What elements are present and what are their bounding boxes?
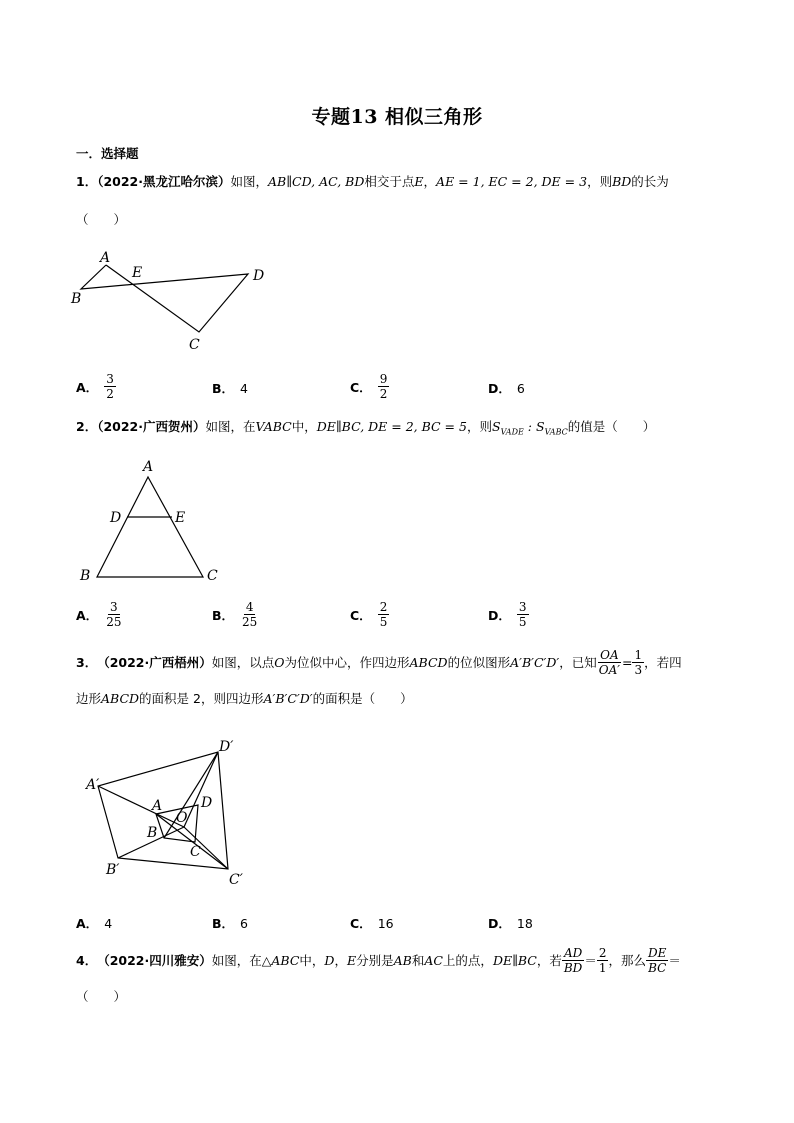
question-3-stem: 3． （2022·广西梧州） 如图，以点 O 为位似中心，作四边形 ABCD 的位似图形 A′B′C′D′ ，已知 $\frac{OA}{OA'}$ = $\frac{1}{3}$ ，若四: [76, 648, 682, 677]
q1-option-d[interactable]: D． 6: [488, 380, 525, 396]
q2-label-d: D: [110, 510, 122, 526]
q3-label-a: A: [152, 798, 163, 814]
q3-label-d: D: [201, 795, 213, 811]
q2-label-e: E: [175, 510, 186, 526]
q3-label-b: B: [147, 825, 158, 841]
q2-option-a[interactable]: A． $\frac{3}{25}$: [76, 600, 122, 629]
question-1-answer-paren: （ ）: [76, 212, 127, 227]
q3-label-c: C: [190, 844, 201, 860]
q2-option-d[interactable]: D． $\frac{3}{5}$: [488, 600, 527, 629]
q3-option-a[interactable]: A． 4: [76, 915, 113, 931]
q1-option-b[interactable]: B． 4: [212, 380, 248, 396]
question-1-stem: 1．（2022·黑龙江哈尔滨）如图，AB∥CD, AC, BD相交于点E，AE = 1, EC = 2, DE = 3，则BD的长为: [76, 174, 669, 189]
q3-option-b[interactable]: B． 6: [212, 915, 248, 931]
q2-option-b[interactable]: B． $\frac{4}{25}$: [212, 600, 258, 629]
q2-option-c[interactable]: C． $\frac{2}{5}$: [350, 600, 388, 629]
q3-label-c-prime: C′: [229, 872, 243, 888]
page-title: 专题13 相似三角形: [311, 106, 483, 128]
q1-label-b: B: [71, 291, 82, 307]
question-2-stem: 2．（2022·广西贺州）如图，在VABC中，DE∥BC, DE = 2, BC = 5，则$S_{VADE}$ : $S_{VABC}$的值是（ ）: [76, 419, 656, 437]
question-4-answer-paren: （ ）: [76, 989, 127, 1004]
q1-label-c: C: [189, 337, 200, 353]
q3-option-c[interactable]: C． 16: [350, 915, 394, 931]
q2-label-c: C: [207, 568, 218, 584]
q3-label-o: O: [176, 810, 188, 826]
question-3-stem-line-2: 边形ABCD的面积是 2，则四边形A′B′C′D′的面积是（ ）: [76, 691, 413, 706]
q2-label-b: B: [80, 568, 91, 584]
section-heading: 一．选择题: [76, 146, 139, 161]
question-4-stem: 4． （2022·四川雅安） 如图，在△ ABC 中， D ， E 分别是 AB 和 AC 上的点， DE∥BC ，若 $\frac{AD}{BD}$ ＝ $\frac{2}{1}$ ，那么 $\frac{DE}{BC}$ ＝: [76, 946, 681, 975]
q1-option-a[interactable]: A． $\frac{3}{2}$: [76, 372, 114, 401]
q3-label-b-prime: B′: [106, 862, 120, 878]
q3-option-d[interactable]: D． 18: [488, 915, 533, 931]
q2-label-a: A: [143, 459, 154, 475]
q1-label-d: D: [253, 268, 265, 284]
q1-label-e: E: [132, 265, 143, 281]
q3-label-d-prime: D′: [219, 739, 234, 755]
q3-label-a-prime: A′: [86, 777, 100, 793]
q1-option-c[interactable]: C． $\frac{9}{2}$: [350, 372, 388, 401]
q1-label-a: A: [100, 250, 111, 266]
